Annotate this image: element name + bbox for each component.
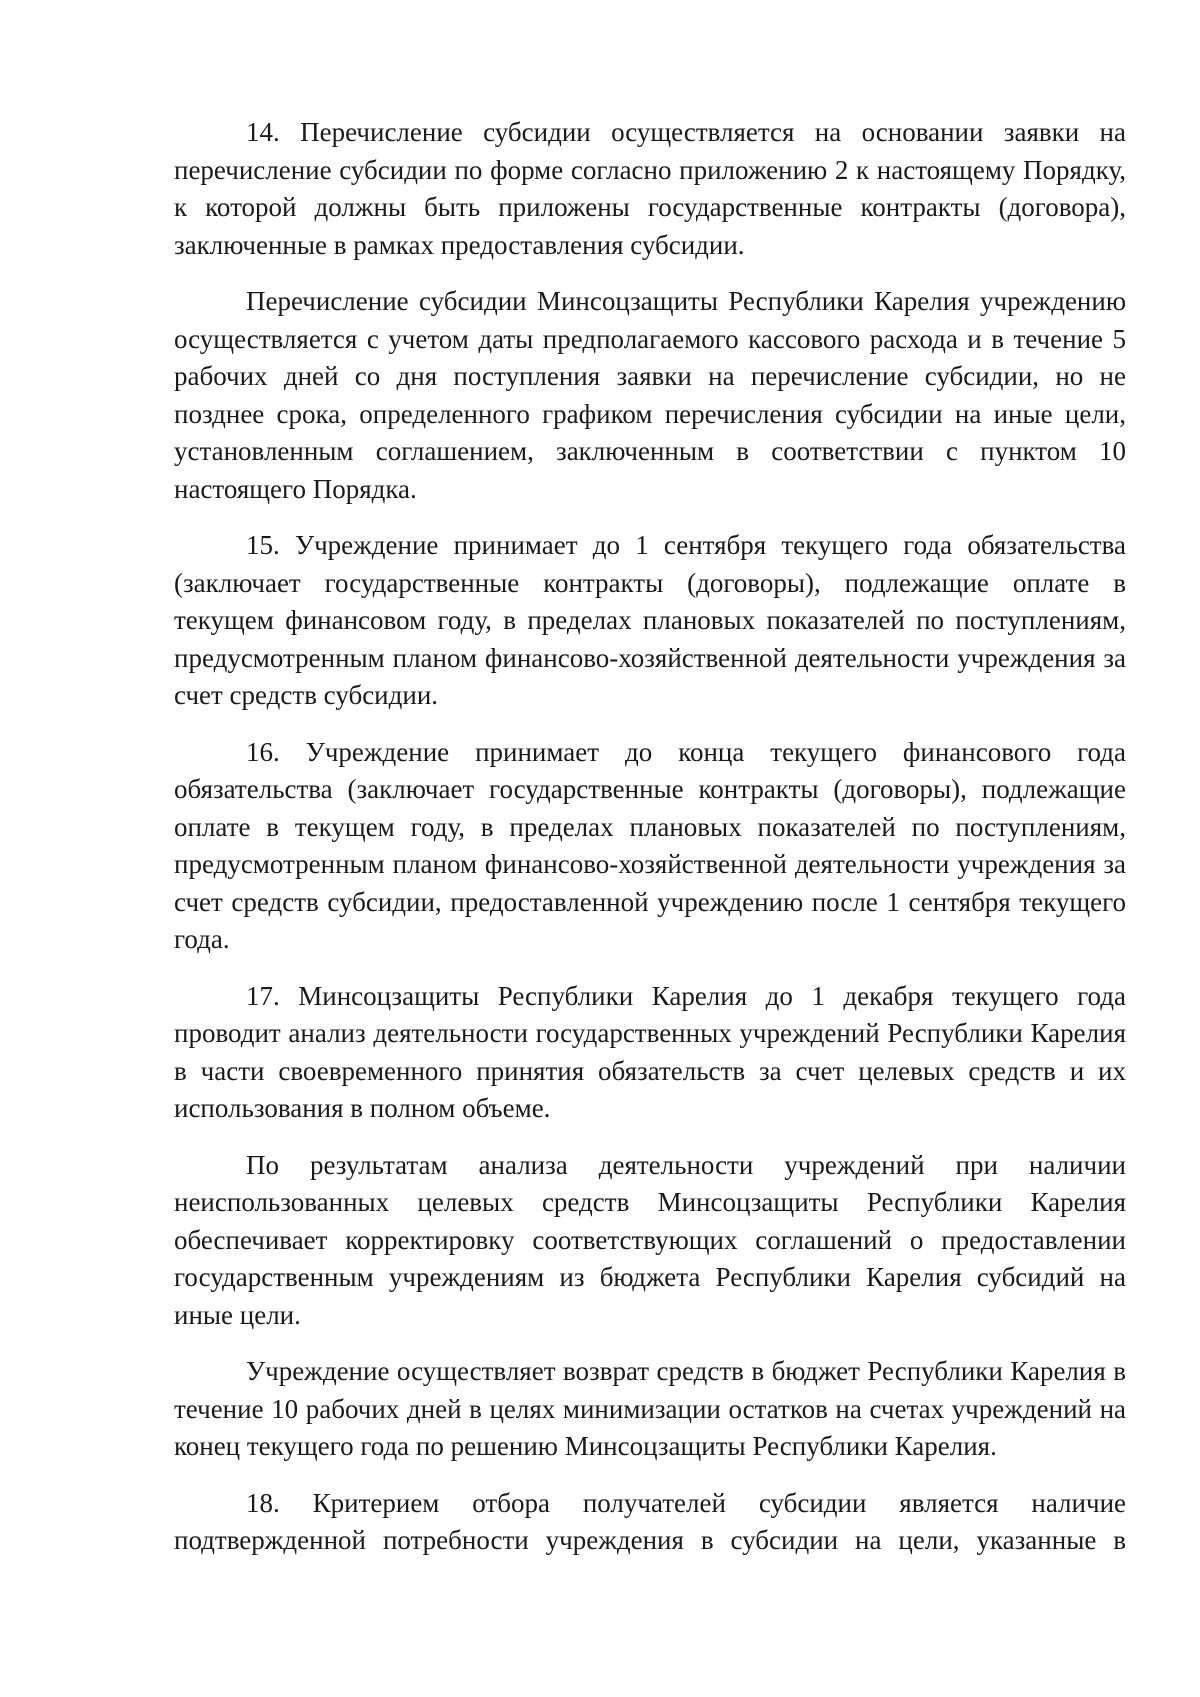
paragraph-16: 16. Учреждение принимает до конца текущего финансового года обязательства (заключает государственные контракты (договоры), подлежащие оплате в текущем году, в пределах плановых показателей по поступлениям, предусмотренным планом финансово-хозяйственной деятельности учреждения за счет средств субсидии, предоставленной учреждению после 1 сентября текущего года.	[174, 736, 1126, 954]
paragraph-17-analysis: По результатам анализа деятельности учреждений при наличии неиспользованных целевых средств Минсоцзащиты Республики Карелия обеспечивает корректировку соответствующих соглашений о предоставлении государственным учреждениям из бюджета Республики Карелия субсидий на иные цели.	[174, 1149, 1126, 1330]
paragraph-14: 14. Перечисление субсидии осуществляется на основании заявки на перечисление субсидии по форме согласно приложению 2 к настоящему Порядку, к которой должны быть приложены государственные контракты (договора), заключенные в рамках предоставления субсидии.	[174, 117, 1126, 260]
document-body	[174, 114, 1126, 1560]
paragraph-17-return: Учреждение осуществляет возврат средств в бюджет Республики Карелия в течение 10 рабочих дней в целях минимизации остатков на счетах учреждений на конец текущего года по решению Минсоцзащиты Республики Карелия.	[174, 1356, 1126, 1461]
paragraph-18: 18. Критерием отбора получателей субсидии является наличие подтвержденной потребности учреждения в субсидии на цели, указанные в	[174, 1487, 1126, 1555]
paragraph-17: 17. Минсоцзащиты Республики Карелия до 1 декабря текущего года проводит анализ деятельности государственных учреждений Республики Карелия в части своевременного принятия обязательств за счет целевых средств и их использования в полном объеме.	[174, 980, 1126, 1123]
paragraph-15: 15. Учреждение принимает до 1 сентября текущего года обязательства (заключает государственные контракты (договоры), подлежащие оплате в текущем финансовом году, в пределах плановых показателей по поступлениям, предусмотренным планом финансово-хозяйственной деятельности учреждения за счет средств субсидии.	[174, 530, 1126, 710]
paragraph-14-transfer: Перечисление субсидии Минсоцзащиты Республики Карелия учреждению осуществляется с учетом даты предполагаемого кассового расхода и в течение 5 рабочих дней со дня поступления заявки на перечисление субсидии, но не позднее срока, определенного графиком перечисления субсидии на иные цели, установленным соглашением, заключенным в соответствии с пунктом 10 настоящего Порядка.	[174, 286, 1126, 504]
